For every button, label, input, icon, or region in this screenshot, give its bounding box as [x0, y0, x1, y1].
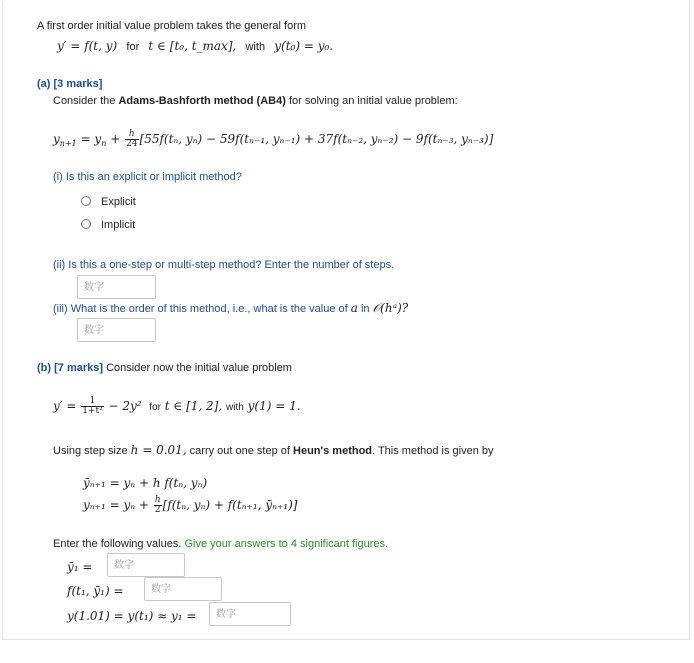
step-method-name: Heun's method: [293, 445, 373, 457]
heun-frac-den: 2: [154, 505, 161, 515]
ivp-interval: t ∈ [1, 2],: [164, 399, 223, 413]
heun-predictor-rhs: = yₙ + h f(tₙ, yₙ): [109, 476, 208, 490]
question-iii-prefix: (iii) What is the order of this method, i.e., what is the value of: [53, 303, 348, 315]
enter-values-text: Enter the following values.: [53, 538, 182, 550]
intro-for: for: [126, 41, 140, 53]
part-b-label-text: Consider now the initial value problem: [106, 362, 292, 374]
radio-implicit[interactable]: [81, 219, 91, 229]
ab4-formula-eq: = y: [80, 132, 102, 146]
intro-formula-ic: y(t₀) = y₀.: [274, 39, 334, 53]
heun-corrector: [83, 496, 297, 515]
step-mid: carry out one step of: [189, 445, 290, 457]
question-i: (i) Is this an explicit or implicit method?: [53, 171, 242, 183]
heun-corrector-rhs: [f(tₙ, yₙ) + f(tₙ₊₁, ȳₙ₊₁)]: [162, 498, 298, 512]
heun-frac-num: h: [154, 495, 161, 505]
part-a-desc-method: Adams-Bashforth method (AB4): [118, 95, 286, 107]
ivp-with: with: [226, 402, 244, 413]
heun-fraction: [154, 496, 162, 515]
ivp-fraction: [81, 397, 104, 416]
intro-text: A first order initial value problem takes the general form: [37, 20, 307, 32]
part-a-description: [53, 95, 458, 107]
heun-corrector-lhs: yₙ₊₁ = yₙ +: [83, 498, 149, 512]
intro-formula-ode: y′ = f(t, y): [57, 39, 118, 53]
part-a-label: (a) [3 marks]: [37, 78, 103, 90]
ab4-frac-num: h: [125, 130, 138, 140]
option-explicit-label[interactable]: Explicit: [101, 196, 136, 208]
question-iii: [53, 301, 408, 316]
ivp-formula: [53, 397, 301, 416]
part-b-label-bold: (b) [7 marks]: [37, 362, 104, 374]
step-instructions: [53, 443, 494, 457]
ab4-formula-bracket: [55f(tₙ, yₙ) − 59f(tₙ₋₁, yₙ₋₁) + 37f(tₙ₋₂, yₙ₋₂) − 9f(tₙ₋₃, yₙ₋₃)]: [139, 132, 494, 146]
intro-formula-interval: t ∈ [t₀, t_max],: [148, 39, 237, 53]
enter-values-instruction: [53, 538, 388, 550]
step-size-expr: h = 0.01,: [130, 443, 187, 457]
radio-explicit[interactable]: [81, 196, 91, 206]
significant-figures-note: Give your answers to 4 significant figures.: [184, 538, 389, 550]
ab4-formula-lhs: y: [53, 132, 60, 146]
order-input[interactable]: [77, 318, 156, 342]
answer-1-label: ȳ₁ =: [67, 560, 93, 574]
question-iii-expr: 𝒪(hᵃ)?: [372, 301, 409, 315]
ivp-rest: − 2y²: [108, 399, 142, 413]
ivp-for: for: [149, 402, 161, 413]
ivp-ic: y(1) = 1.: [247, 399, 301, 413]
ivp-lhs: y′ =: [53, 399, 77, 413]
ab4-formula: $y_{n+1} = y_n$ + $\frac{h}{24}$ [55f(tₙ, yₙ) − 59f(tₙ₋₁, yₙ₋₁) + 37f(tₙ₋₂, yₙ₋₂) − 9f(tₙ₋₃, yₙ₋₃)]: [53, 129, 494, 149]
heun-predictor: [83, 476, 207, 490]
intro-formula: [57, 39, 333, 53]
y1-bar-input[interactable]: [107, 553, 185, 577]
steps-input[interactable]: [77, 275, 156, 299]
ab4-fraction: [125, 130, 138, 149]
question-iii-mid: in: [360, 303, 370, 315]
question-ii: (ii) Is this a one-step or multi-step method? Enter the number of steps.: [53, 259, 395, 271]
f-t1-y1bar-input[interactable]: [144, 577, 222, 601]
step-prefix: Using step size: [53, 445, 128, 457]
intro-with: with: [245, 41, 266, 53]
answer-3-label: y(1.01) = y(t₁) ≈ y₁ =: [67, 609, 197, 623]
part-a-desc-suffix: for solving an initial value problem:: [288, 95, 458, 107]
ivp-frac-num: 1: [81, 397, 104, 407]
ivp-frac-den: 1+t²: [82, 406, 103, 416]
y1-input[interactable]: [209, 602, 291, 626]
heun-predictor-lhs: ȳₙ₊₁: [83, 476, 106, 490]
ab4-frac-den: 24: [126, 139, 138, 149]
option-implicit-label[interactable]: Implicit: [101, 219, 136, 231]
part-b-label: [37, 362, 292, 374]
part-a-desc-prefix: Consider the: [53, 95, 116, 107]
step-suffix: . This method is given by: [372, 445, 494, 457]
question-iii-var: a: [350, 301, 358, 315]
answer-2-label: f(t₁, ȳ₁) =: [67, 584, 124, 598]
